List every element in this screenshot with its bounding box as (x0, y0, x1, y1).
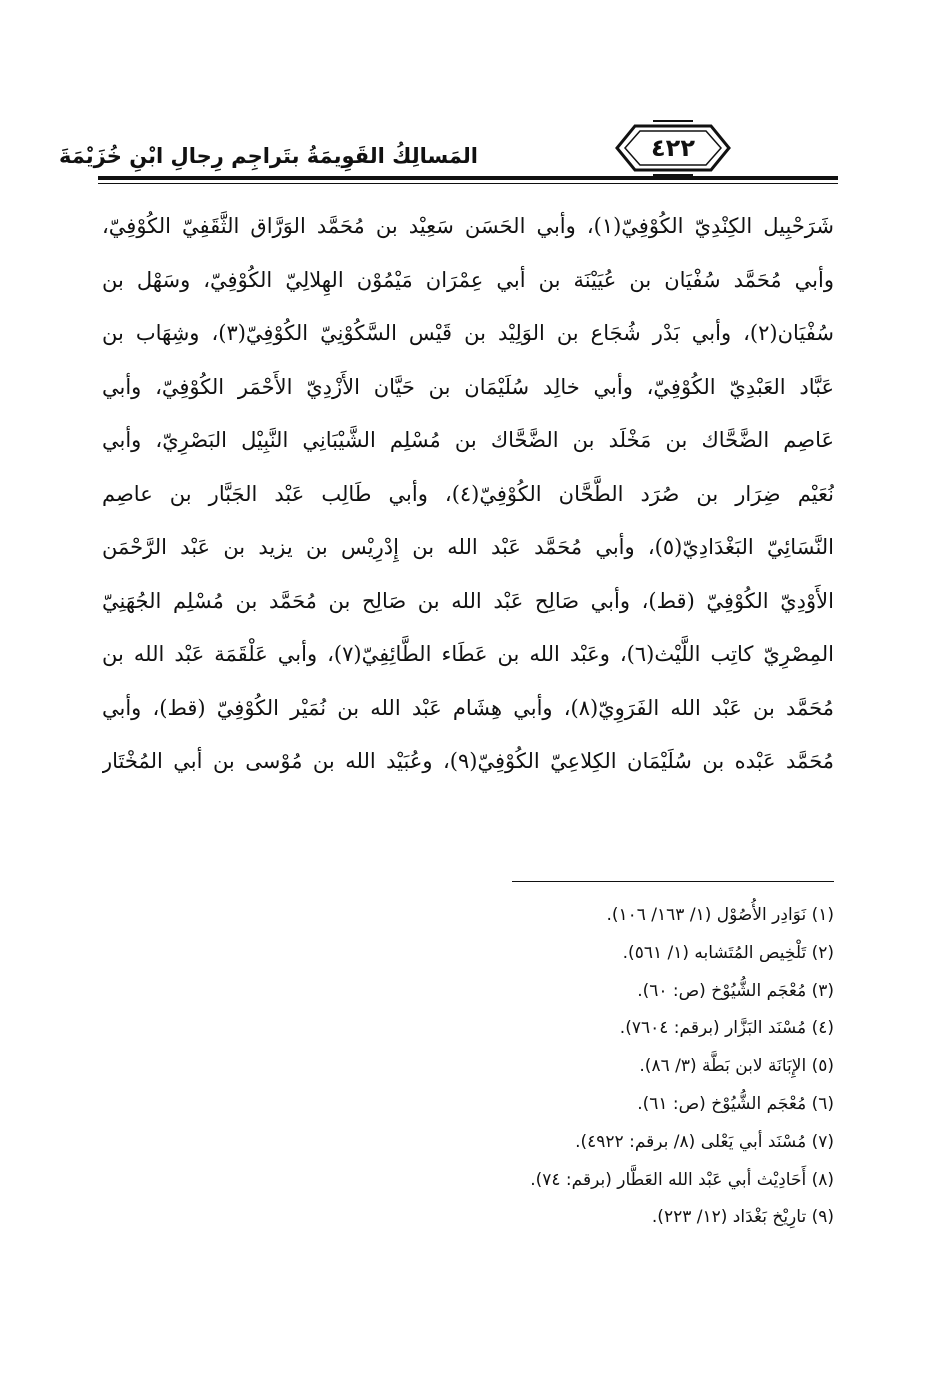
footnote: (٩) تارِيْخ بَغْدَاد (١٢/ ٢٢٣). (651, 1207, 834, 1228)
footnote: (٢) تَلْخِيص المُتَشابه (١/ ٥٦١). (622, 942, 834, 963)
footnote: (٦) مُعْجَم الشُّيُوْخ (ص: ٦١). (637, 1093, 834, 1114)
text-line: عَبَّاد العَبْدِيّ الكُوْفِيّ، وأبي خالِد سُلَيْمَان بن حَيَّان الأَزْدِيّ الأَحْمَر الكُوْفِيّ، وأبي (102, 374, 834, 399)
text-line: شَرَحْبِيل الكِنْدِيّ الكُوْفِيّ(١)، وأبي الحَسَن سَعِيْد بن مُحَمَّد الوَرَّاق الثَّقَفِيّ الكُوْفِيّ، (102, 214, 834, 238)
text-line: مُحَمَّد عَبْده بن سُلَيْمَان الكِلاعِيّ الكُوْفِيّ(٩)، وعُبَيْد الله بن مُوْسى بن أبي المُخْتَار (102, 749, 834, 773)
text-line: مُحَمَّد بن عَبْد الله الفَرَوِيّ(٨)، وأبي هِشَام عَبْد الله بن نُمَيْر الكُوْفِيّ (قط)، وأبي (102, 695, 834, 720)
footnote: (٥) الإِبَانَة لابن بَطَّة (٣/ ٨٦). (639, 1056, 834, 1077)
running-header (58, 112, 838, 182)
text-line: الأَوْدِيّ الكُوْفِيّ (قط)، وأبي صَالِح عَبْد الله بن صَالِح بن مُحَمَّد بن مُسْلِم الجُهَنِيّ (102, 588, 834, 613)
text-line: النَّسَائِيّ البَغْدَادِيّ(٥)، وأبي مُحَمَّد عَبْد الله بن إِدْرِيْس بن يزيد بن عَبْد الرَّحْمَن (102, 535, 834, 559)
footnote: (٣) مُعْجَم الشُّيُوْخ (ص: ٦٠). (637, 980, 834, 1001)
header-rule-thin (98, 183, 838, 184)
page-number-badge (613, 120, 733, 176)
main-text (102, 200, 834, 789)
footnote: (٤) مُسْنَد البَزَّار (برقم: ٧٦٠٤). (619, 1018, 834, 1039)
page-number: ٤٢٢ (651, 134, 695, 162)
text-line: سُفْيَان(٢)، وأبي بَدْر شُجَاع بن الوَلِيْد بن قَيْس السَّكُوْنِيّ الكُوْفِيّ(٣)، وشِهَاب بن (102, 321, 834, 345)
text-line: نُعَيْم ضِرَار بن صُرَد الطَّحَّان الكُوْفِيّ(٤)، وأبي طَالِب عَبْد الجَبَّار بن عاصِم (102, 481, 834, 506)
footnote: (١) نَوَادِر الأُصُوْل (١/ ١٦٣/ ١٠٦). (606, 905, 834, 925)
footnote-separator (512, 881, 834, 882)
text-line: عَاصِم الضَّحَّاك بن مَخْلَد بن الضَّحَّاك بن مُسْلِم الشَّيْبَانِي النَّبِيْل البَصْرِيّ، وأبي (102, 428, 834, 452)
header-rule (98, 176, 838, 180)
text-line: وأبي مُحَمَّد سُفْيَان بن عُيَيْنَة بن أبي عِمْرَان مَيْمُوْن الهِلالِيّ الكُوْفِيّ، وسَهْل بن (102, 267, 834, 292)
footnotes (400, 897, 834, 1237)
footnote: (٨) أَحَادِيْث أبي عَبْد الله العَطَّار (برقم: ٧٤). (530, 1169, 834, 1190)
footnote: (٧) مُسْنَد أبي يَعْلى (٨/ برقم: ٤٩٢٢). (575, 1131, 834, 1152)
book-title: المَسالِكُ القَوِيمَةُ بتَراجِم رِجالِ ابْنِ خُزَيْمَةَ (58, 144, 478, 168)
text-line: المِصْرِيّ كاتِب اللَّيْث(٦)، وعَبْد الله بن عَطَاء الطَّائِفِيّ(٧)، وأبي عَلْقَمَة عَبْد الله بن (102, 642, 834, 666)
